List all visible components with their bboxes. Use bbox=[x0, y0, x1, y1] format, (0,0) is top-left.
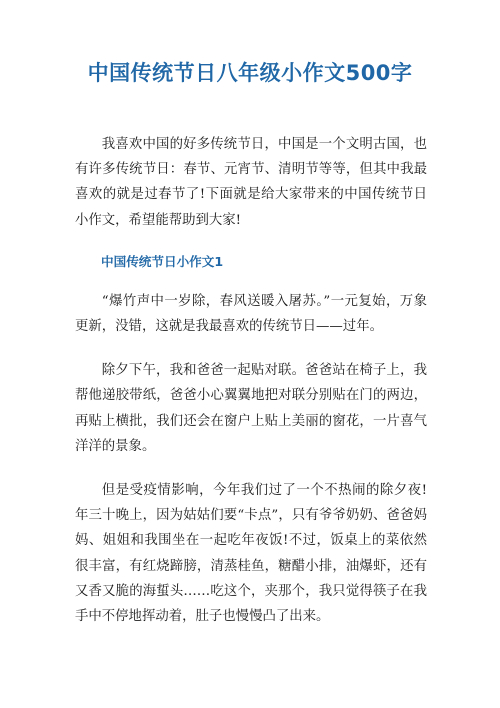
section-heading: 中国传统节日小作文1 bbox=[101, 253, 224, 269]
body-paragraph-1: “爆竹声中一岁除，春风送暖入屠苏。”一元复始，万象更新，没错，这就是我最喜欢的传统节日——过年。 bbox=[75, 293, 427, 335]
body-paragraph-3: 但是受疫情影响，今年我们过了一个不热闹的除夕夜!年三十晚上，因为姑姑们要“卡点”，只有爷爷奶奶、爸爸妈妈、姐姐和我围坐在一起吃年夜饭!不过，饭桌上的菜依然很丰富，有红烧蹄膀，清蒸桂鱼，糖醋小排，油爆虾，还有又香又脆的海蜇头……吃这个，夹那个，我只觉得筷子在我手中不停地挥动着，肚子也慢慢凸了出来。 bbox=[75, 483, 427, 625]
body-paragraph-2: 除夕下午，我和爸爸一起贴对联。爸爸站在椅子上，我帮他递胶带纸，爸爸小心翼翼地把对联分别贴在门的两边，再贴上横批，我们还会在窗户上贴上美丽的窗花，一片喜气洋洋的景象。 bbox=[75, 363, 427, 454]
document-body bbox=[75, 132, 427, 629]
document-title: 中国传统节日八年级小作文500字 bbox=[87, 61, 413, 85]
intro-paragraph: 我喜欢中国的好多传统节日，中国是一个文明古国，也有许多传统节日：春节、元宵节、清明节等等，但其中我最喜欢的就是过春节了!下面就是给大家带来的中国传统节日小作文，希望能帮助到大家! bbox=[75, 137, 427, 228]
